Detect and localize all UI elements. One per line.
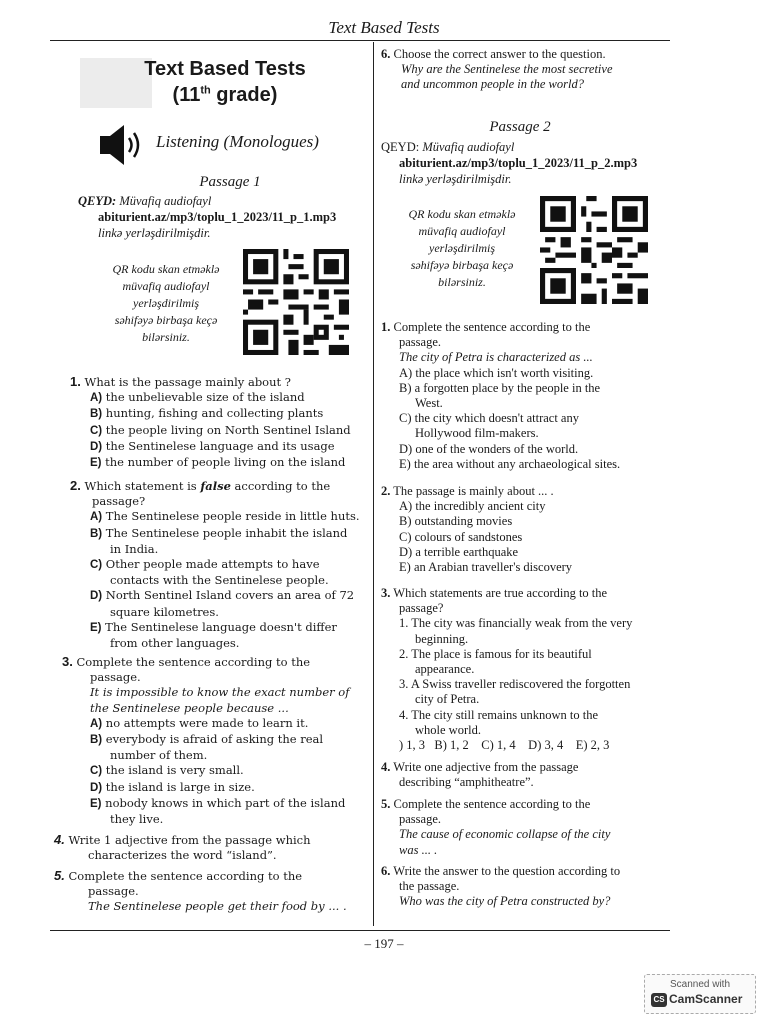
p2-question-5: 5. Complete the sentence according to the passage. The cause of economic collapse of the city was ... . bbox=[381, 797, 611, 857]
header-rule bbox=[50, 40, 670, 41]
passage2-qr-instructions: QR kodu skan etməklə müvafiq audiofayl yerləşdirilmiş səhifəyə birbaşa keçə bilərsiniz. bbox=[408, 207, 516, 289]
passage1-qr-code[interactable] bbox=[243, 246, 349, 358]
passage1-heading: Passage 1 bbox=[199, 174, 261, 190]
passage1-audio-link[interactable]: abiturient.az/mp3/toplu_1_2023/11_p_1.mp3 bbox=[98, 210, 337, 224]
p2-question-4: 4. Write one adjective from the passage describing “amphitheatre”. bbox=[381, 760, 579, 790]
p1-question-6: 6. Choose the correct answer to the question. Why are the Sentinelese the most secretive and uncommon people in the world? bbox=[381, 47, 613, 92]
p1-question-1: 1. What is the passage mainly about ? A) the unbelievable size of the island B) hunting, fishing and collecting plants C) the people living on North Sentinel Island D) the Sentinelese language and its usage E) the number of people living on the island bbox=[70, 374, 351, 470]
page-subtitle: (11th grade) bbox=[172, 84, 278, 106]
section-listening bbox=[98, 122, 368, 170]
p1-question-2: 2. Which statement is false according to the passage? A) The Sentinelese people reside in little huts. B) The Sentinelese people inhabit the island in India. C) Other people made attempts to have contacts with the Sentinelese people. D) North Sentinel Island covers an area of 72 square kilometres. E) The Sentinelese language doesn't differ from other languages. bbox=[70, 478, 360, 651]
passage2-qr-code[interactable] bbox=[540, 193, 648, 307]
p1-question-3: 3. Complete the sentence according to the passage. It is impossible to know the exact number of the Sentinelese people because ... A) no attempts were made to learn it. B) everybody is afraid of asking the real number of them. C) the island is very small. D) the island is large in size. E) nobody knows in which part of the island they live. bbox=[62, 654, 350, 827]
passage2-heading: Passage 2 bbox=[489, 119, 551, 135]
title-block bbox=[80, 54, 370, 114]
p1-question-5: 5. Complete the sentence according to the passage. The Sentinelese people get their food by ... . bbox=[54, 868, 347, 914]
page-number: – 197 – bbox=[364, 936, 404, 951]
passage1-qr-instructions: QR kodu skan etməklə müvafiq audiofayl yerləşdirilmiş səhifəyə birbaşa keçə bilərsiniz. bbox=[112, 262, 220, 344]
passage2-note: QEYD: Müvafiq audiofayl abiturient.az/mp3/toplu_1_2023/11_p_2.mp3 linkə yerləşdirilmişdir. bbox=[381, 139, 671, 187]
footer-rule bbox=[50, 930, 670, 931]
speaker-icon bbox=[98, 122, 148, 168]
p2-question-2: 2. The passage is mainly about ... . A) the incredibly ancient city B) outstanding movies C) colours of sandstones D) a terrible earthquake E) an Arabian traveller's discovery bbox=[381, 484, 573, 575]
column-divider bbox=[373, 42, 374, 926]
camscanner-logo-icon: CS bbox=[651, 993, 667, 1007]
section-label: Listening (Monologues) bbox=[156, 132, 319, 151]
p2-question-6: 6. Write the answer to the question according to the passage. Who was the city of Petra constructed by? bbox=[381, 864, 621, 909]
passage2-audio-link[interactable]: abiturient.az/mp3/toplu_1_2023/11_p_2.mp3 bbox=[399, 156, 638, 170]
running-header: Text Based Tests bbox=[328, 18, 440, 37]
p1-question-4: 4. Write 1 adjective from the passage which characterizes the word “island”. bbox=[54, 832, 311, 863]
page-title: Text Based Tests bbox=[144, 58, 306, 80]
p2-question-3: 3. Which statements are true according to the passage? 1. The city was financially weak from the very beginning. 2. The place is famous for its beautiful appearance. 3. A Swiss traveller rediscovered the forgotten city of Petra. 4. The city still remains unknown to the whole world. ) 1, 3 B) 1, 2 C) 1, 4 D) 3, 4 E) 2, 3 bbox=[381, 586, 633, 753]
passage1-note: QEYD: Müvafiq audiofayl abiturient.az/mp3/toplu_1_2023/11_p_1.mp3 linkə yerləşdirilmişdir. bbox=[78, 193, 368, 241]
scanner-watermark: Scanned with CS CamScanner bbox=[644, 974, 756, 1014]
p2-question-1: 1. Complete the sentence according to the passage. The city of Petra is characterized as ... A) the place which isn't worth visiting. B) a forgotten place by the people in the West. C) the city which doesn't attract any Hollywood film-makers. D) one of the wonders of the world. E) the area without any archaeological sites. bbox=[381, 320, 621, 471]
